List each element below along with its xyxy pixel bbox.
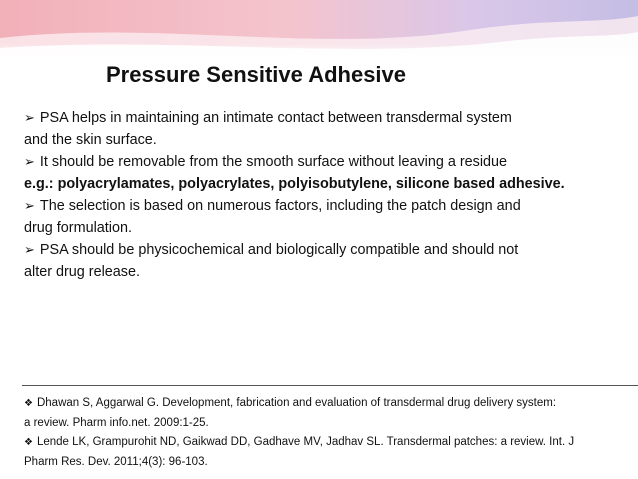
bullet-text: PSA helps in maintaining an intimate contact between transdermal system	[39, 110, 512, 126]
bullet-point	[24, 151, 624, 195]
bullet-list	[24, 107, 624, 283]
arrow-bullet-icon: ➢	[24, 110, 35, 125]
reference-text: Pharm Res. Dev. 2011;4(3): 96-103.	[24, 455, 208, 468]
reference-text: Lende LK, Grampurohit ND, Gaikwad DD, Gadhave MV, Jadhav SL. Transdermal patches: a review. Int. J	[36, 436, 575, 449]
bullet-text: It should be removable from the smooth surface without leaving a residue	[39, 154, 508, 170]
references-list	[24, 394, 632, 472]
bullet-text: PSA should be physicochemical and biologically compatible and should not	[39, 242, 519, 258]
examples-text: e.g.: polyacrylamates, polyacrylates, polyisobutylene, silicone based adhesive.	[24, 175, 565, 192]
slide-title: Pressure Sensitive Adhesive	[106, 62, 407, 87]
reference-text: Dhawan S, Aggarwal G. Development, fabrication and evaluation of transdermal drug delivery system:	[36, 397, 557, 409]
decorative-header-band	[0, 0, 638, 58]
diamond-bullet-icon: ❖	[24, 398, 33, 409]
arrow-bullet-icon: ➢	[24, 198, 35, 213]
reference-text: a review. Pharm info.net. 2009:1-25.	[24, 416, 209, 429]
reference-item	[24, 433, 632, 472]
diamond-bullet-icon: ❖	[24, 437, 33, 449]
bullet-text: alter drug release.	[24, 263, 140, 280]
bullet-text: and the skin surface.	[24, 131, 157, 148]
bullet-text: drug formulation.	[24, 219, 132, 236]
references-divider	[22, 385, 638, 386]
arrow-bullet-icon: ➢	[24, 154, 35, 169]
arrow-bullet-icon: ➢	[24, 242, 35, 257]
bullet-text: The selection is based on numerous factors, including the patch design and	[39, 198, 521, 214]
bullet-point	[24, 239, 624, 283]
bullet-point	[24, 107, 624, 151]
reference-item	[24, 394, 632, 433]
bullet-point	[24, 195, 624, 239]
